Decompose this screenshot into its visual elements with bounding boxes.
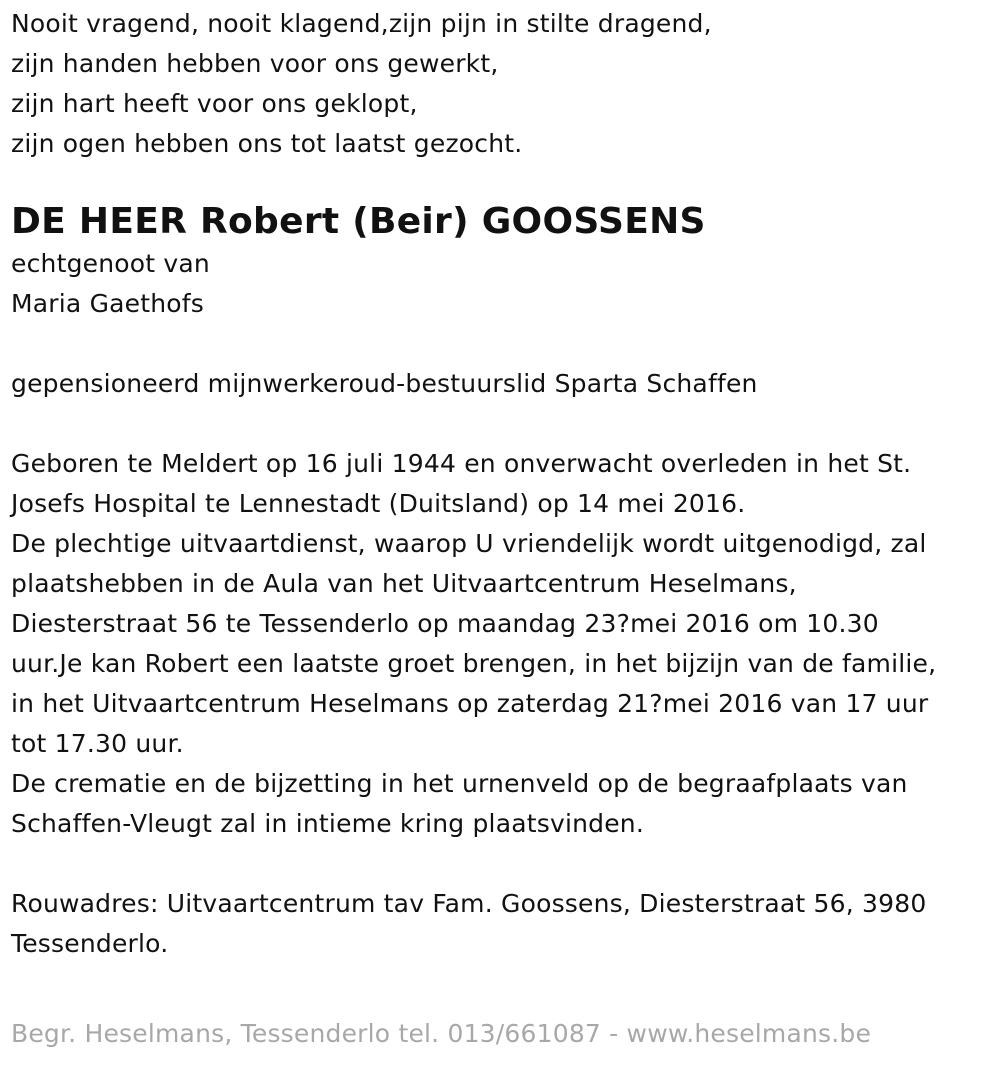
poem-line: zijn handen hebben voor ons gewerkt, [11,49,499,78]
announcement-line: in het Uitvaartcentrum Heselmans op zaterdag 21?mei 2016 van 17 uur [11,689,929,718]
funeral-home-footer: Begr. Heselmans, Tessenderlo tel. 013/661087 - www.heselmans.be [11,1019,872,1048]
announcement-line: plaatshebben in de Aula van het Uitvaartcentrum Heselmans, [11,569,797,598]
address-line: Tessenderlo. [11,929,169,958]
poem-line: zijn ogen hebben ons tot laatst gezocht. [11,129,523,158]
deceased-name: DE HEER Robert (Beir) GOOSSENS [11,201,706,242]
poem-line: Nooit vragend, nooit klagend,zijn pijn in stilte dragend, [11,9,712,38]
announcement-line: uur.Je kan Robert een laatste groet brengen, in het bijzijn van de familie, [11,649,937,678]
announcement-line: De crematie en de bijzetting in het urnenveld op de begraafplaats van [11,769,908,798]
spouse-info [11,244,986,324]
announcement-line: Schaffen-Vleugt zal in intieme kring plaatsvinden. [11,809,644,838]
mourning-address [11,884,986,964]
spouse-intro: echtgenoot van [11,249,210,278]
spouse-name: Maria Gaethofs [11,289,205,318]
announcement-line: De plechtige uitvaartdienst, waarop U vriendelijk wordt uitgenodigd, zal [11,529,927,558]
announcement-line: Diesterstraat 56 te Tessenderlo op maandag 23?mei 2016 om 10.30 [11,609,879,638]
poem-line: zijn hart heeft voor ons geklopt, [11,89,418,118]
announcement-line: Geboren te Meldert op 16 juli 1944 en onverwacht overleden in het St. [11,449,912,478]
occupation [11,364,986,404]
memorial-poem [11,4,986,164]
announcement-paragraph [11,444,986,844]
occupation-text: gepensioneerd mijnwerkeroud-bestuurslid Sparta Schaffen [11,369,758,398]
announcement-line: Josefs Hospital te Lennestadt (Duitsland) op 14 mei 2016. [11,489,746,518]
address-line: Rouwadres: Uitvaartcentrum tav Fam. Goossens, Diesterstraat 56, 3980 [11,889,927,918]
obituary-document [11,4,986,964]
announcement-line: tot 17.30 uur. [11,729,184,758]
